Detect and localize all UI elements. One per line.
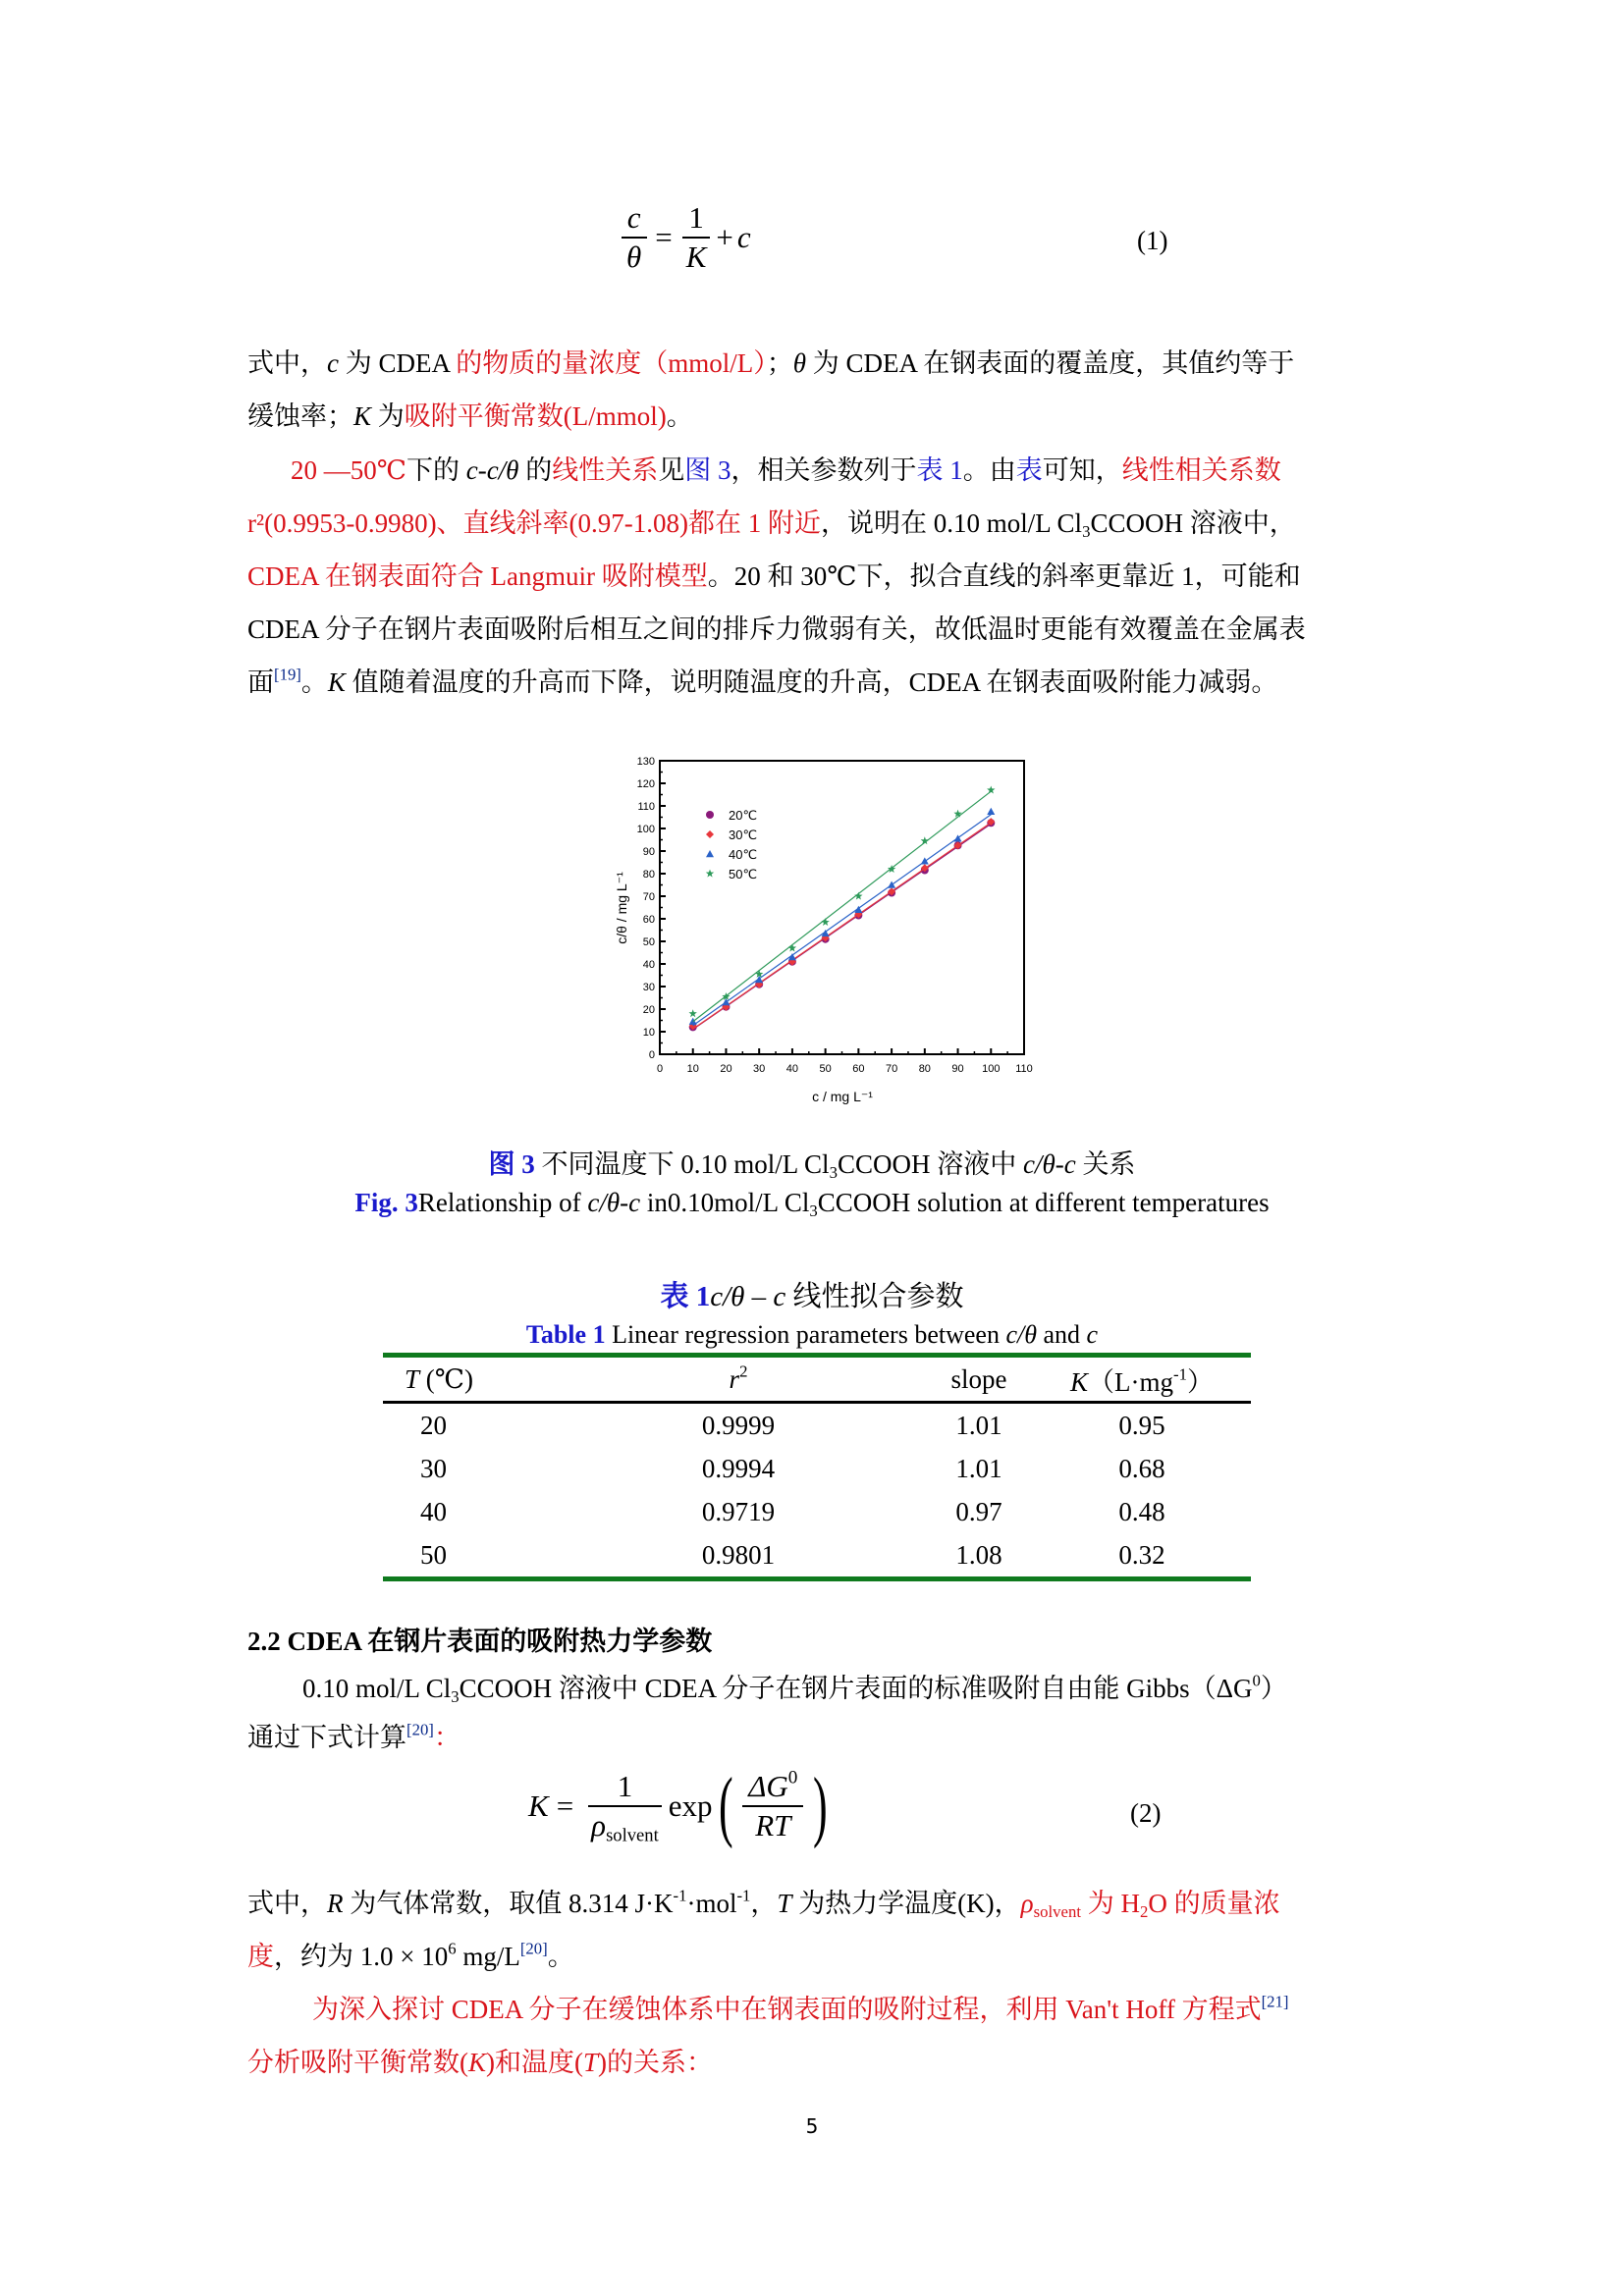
y-axis-ticks: [637, 756, 666, 1061]
svg-text:70: 70: [642, 891, 655, 903]
figure-3-caption-en: Fig. 3Relationship of c/θ-c in0.10mol/L $Cl_3CCOOH$ solution at different temperatures: [354, 1188, 1270, 1221]
fraction-c-over-theta: $\frac{c}{\theta}$: [621, 201, 647, 274]
svg-text:0: 0: [648, 1049, 655, 1061]
cell-k: 0.48: [1118, 1496, 1165, 1526]
svg-text:30: 30: [642, 982, 655, 993]
paragraph-1-line-1: 式中，c 为 CDEA 的物质的量浓度（mmol/L）；θ 为 CDEA 在钢表面的覆盖度，其值约等于: [247, 348, 1295, 378]
citation-19[interactable]: [19]: [274, 665, 301, 684]
svg-text:30℃: 30℃: [729, 828, 758, 842]
svg-text:40: 40: [785, 1063, 799, 1075]
page-number: 5: [805, 2114, 819, 2138]
table-header-row: [383, 1356, 1251, 1403]
svg-text:10: 10: [642, 1027, 655, 1039]
svg-text:90: 90: [951, 1063, 964, 1075]
section-2-2-paragraph: [247, 1664, 1386, 1762]
header-r2: $r^2$: [729, 1361, 748, 1394]
cell-temperature: 30: [420, 1453, 447, 1483]
svg-text:20: 20: [642, 1004, 655, 1016]
equation-1-number: (1): [1137, 226, 1168, 255]
svg-text:60: 60: [642, 914, 655, 926]
svg-text:50: 50: [819, 1063, 832, 1075]
paragraph-3-line-1: 式中，R 为气体常数，取值 8.314 $J\cdot K^{-1}\cdot mol^{-1}$，T 为热力学温度(K)，$\rho_{solvent}$ 为 $H_2O$ 的质量浓: [247, 1886, 1280, 1922]
header-slope: slope: [950, 1363, 1007, 1394]
cell-r2: 0.9801: [701, 1539, 776, 1570]
section-2-2-line-2: 通过下式计算[20]：: [247, 1720, 460, 1752]
table-1-link[interactable]: 表 1: [916, 455, 963, 485]
table-row: [383, 1447, 1251, 1490]
svg-text:70: 70: [885, 1063, 898, 1075]
citation-20b[interactable]: [20]: [519, 1939, 548, 1958]
equation-2-number: (2): [1130, 1798, 1162, 1828]
paragraph-4: [247, 1983, 1386, 2089]
paragraph-2-line-4: CDEA 分子在钢片表面吸附后相互之间的排斥力微弱有关，故低温时更能有效覆盖在金属表: [247, 614, 1306, 644]
paragraph-2-line-2: r²(0.9953-0.9980)、直线斜率(0.97-1.08)都在 1 附近，说明在 0.10 mol/L $Cl_3CCOOH$ 溶液中，: [247, 508, 1296, 542]
svg-text:60: 60: [852, 1063, 865, 1075]
svg-text:110: 110: [637, 801, 655, 813]
fraction-dg-over-rt: $\frac{\Delta G^0}{RT}$: [742, 1770, 803, 1842]
table-row: [383, 1490, 1251, 1533]
section-2-2-line-1: 0.10 mol/L $Cl_3CCOOH$ 溶液中 CDEA 分子在钢片表面的标准吸附自由能 $Gibbs(\Delta G^0)$: [302, 1671, 1287, 1707]
header-temperature: T (℃): [405, 1363, 473, 1394]
cell-slope: 0.97: [955, 1496, 1002, 1526]
svg-text:40℃: 40℃: [729, 847, 758, 862]
svg-text:130: 130: [636, 756, 655, 768]
svg-text:10: 10: [686, 1063, 699, 1075]
paragraph-3: [247, 1877, 1386, 1983]
cell-slope: 1.01: [955, 1410, 1002, 1440]
figure-3-link[interactable]: 图 3: [684, 455, 731, 485]
cell-r2: 0.9719: [701, 1496, 776, 1526]
cell-k: 0.32: [1118, 1539, 1165, 1570]
table-1-title-en: Table 1 Linear regression parameters between c/θ and c: [525, 1320, 1099, 1349]
x-axis-ticks: [657, 1048, 1033, 1075]
svg-text:100: 100: [982, 1063, 1001, 1075]
paragraph-1: [247, 337, 1386, 443]
paragraph-2: [247, 444, 1386, 709]
cell-temperature: 50: [420, 1539, 447, 1570]
figure-3-chart: [609, 751, 1051, 1124]
paragraph-2-line-1: 20 —50℃下的 c-c/θ 的线性关系见图 3，相关参数列于表 1。由表可知，线性相关系数: [291, 455, 1281, 485]
section-2-2-heading: 2.2 CDEA 在钢片表面的吸附热力学参数: [247, 1627, 713, 1656]
svg-text:120: 120: [636, 778, 655, 790]
y-axis-label: c/θ / mg L⁻¹: [614, 872, 629, 944]
cell-temperature: 20: [420, 1410, 447, 1440]
svg-text:20: 20: [720, 1063, 732, 1075]
paragraph-3-line-2: 度，约为 $1.0 \times 10^6$ mg/L[20]。: [247, 1939, 574, 1971]
header-k: $K(L\cdot mg^{-1})$: [1070, 1363, 1214, 1397]
svg-text:0: 0: [656, 1063, 664, 1075]
citation-21[interactable]: [21]: [1261, 1992, 1289, 2011]
paragraph-4-line-1: 为深入探讨 CDEA 分子在缓蚀体系中在钢表面的吸附过程，利用 Van't Hoff 方程式[21]: [312, 1992, 1289, 2024]
svg-text:80: 80: [642, 869, 655, 881]
cell-slope: 1.01: [955, 1453, 1002, 1483]
svg-text:40: 40: [642, 959, 655, 971]
citation-20[interactable]: [20]: [406, 1720, 434, 1739]
svg-text:80: 80: [918, 1063, 931, 1075]
svg-text:50℃: 50℃: [729, 867, 758, 881]
svg-text:100: 100: [636, 824, 655, 835]
figure-3-caption-cn: 图 3 不同温度下 0.10 mol/L $Cl_3CCOOH$ 溶液中 c/θ-c 关系: [488, 1149, 1136, 1183]
paragraph-4-line-2: 分析吸附平衡常数(K)和温度(T)的关系：: [247, 2048, 714, 2077]
fraction-1-over-rho: $\frac{1}{\rho_{solvent}}$: [585, 1770, 665, 1842]
chart-legend: [706, 808, 757, 881]
svg-text:110: 110: [1015, 1063, 1033, 1075]
cell-slope: 1.08: [955, 1539, 1002, 1570]
x-axis-label: c / mg L⁻¹: [812, 1089, 873, 1104]
svg-text:90: 90: [642, 846, 655, 858]
table-1: [383, 1353, 1251, 1581]
cell-k: 0.95: [1118, 1410, 1165, 1440]
equation-1: $\frac{c}{\theta}$ = $\frac{1}{K}$ + c: [617, 201, 751, 274]
paragraph-2-line-3: CDEA 在钢表面符合 Langmuir 吸附模型。20 和 30℃下，拟合直线的斜率更靠近 1，可能和: [247, 561, 1301, 591]
svg-text:30: 30: [753, 1063, 766, 1075]
svg-text:20℃: 20℃: [729, 808, 758, 823]
cell-temperature: 40: [420, 1496, 447, 1526]
paragraph-2-line-5: 面[19]。K 值随着温度的升高而下降，说明随温度的升高，CDEA 在钢表面吸附能力减弱。: [247, 665, 1278, 697]
paragraph-1-line-2: 缓蚀率；K 为吸附平衡常数(L/mmol)。: [247, 401, 693, 431]
equation-2: K = $\frac{1}{\rho_{solvent}}$ exp ( $\frac{\Delta G^0}{RT}$ ): [528, 1763, 829, 1849]
cell-r2: 0.9994: [701, 1453, 776, 1483]
table-link[interactable]: 表: [1015, 455, 1043, 485]
table-1-title-cn: 表 1c/θ – c 线性拟合参数: [660, 1281, 964, 1312]
cell-r2: 0.9999: [701, 1410, 776, 1440]
table-row: [383, 1533, 1251, 1579]
cell-k: 0.68: [1118, 1453, 1165, 1483]
fraction-1-over-k: $\frac{1}{K}$: [680, 201, 713, 274]
svg-text:50: 50: [642, 936, 655, 948]
table-row: [383, 1403, 1251, 1448]
